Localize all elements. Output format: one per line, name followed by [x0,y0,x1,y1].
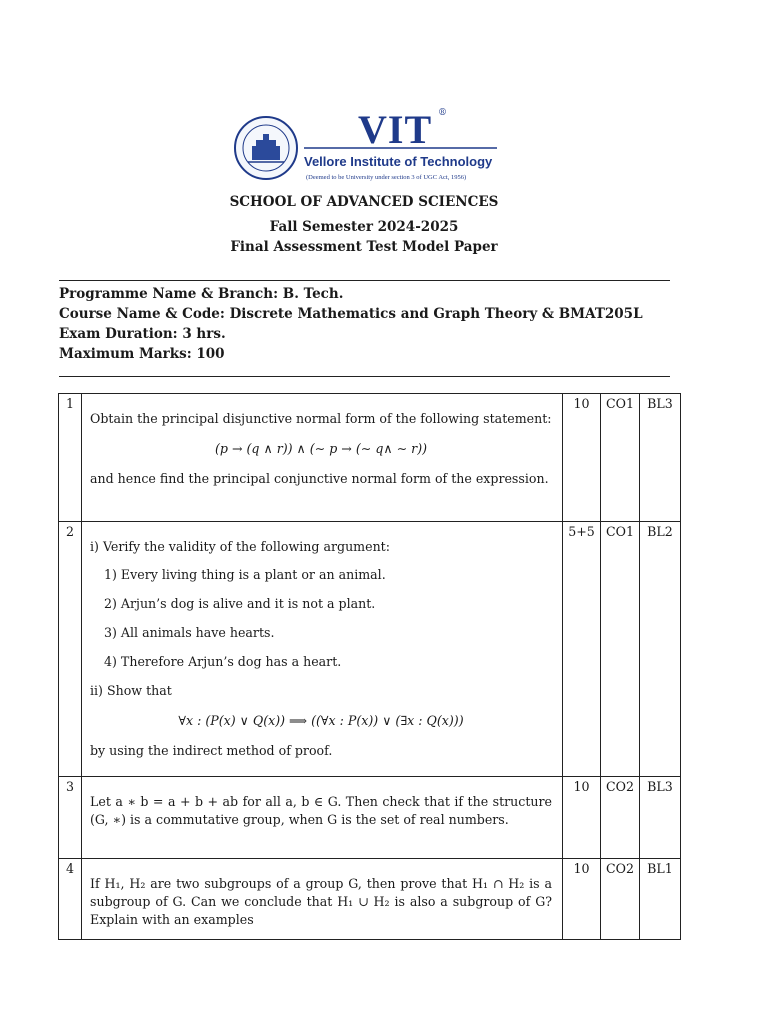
programme-line: Programme Name & Branch: B. Tech. [59,286,344,302]
list-item: 3) All animals have hearts. [104,625,275,640]
course-outcome: CO1 [601,522,640,777]
question-outro: by using the indirect method of proof. [90,743,333,758]
question-marks: 10 [563,859,601,940]
table-row [59,394,681,522]
blooms-level: BL1 [640,859,681,940]
course-outcome: CO1 [601,394,640,522]
question-outro: and hence find the principal conjunctive normal form of the expression. [90,471,549,486]
marks-line: Maximum Marks: 100 [59,346,225,362]
institute-name: Vellore Institute of Technology [304,154,493,169]
list-item: 4) Therefore Arjun’s dog has a heart. [104,654,342,669]
paper-title: Final Assessment Test Model Paper [230,239,498,255]
question-number: 2 [59,522,82,777]
institute-note: (Deemed to be University under section 3 of UGC Act, 1956) [306,174,467,181]
question-text: If H₁, H₂ are two subgroups of a group G, then prove that H₁ ∩ H₂ is a subgroup of G. Can we conclude that H₁ ∪ H₂ is also a subgroup of G? Explain with an examples [82,859,563,940]
list-item: 2) Arjun’s dog is alive and it is not a plant. [104,596,376,611]
table-row [59,777,681,859]
question-marks: 10 [563,394,601,522]
question-body [82,394,563,522]
question-marks: 10 [563,777,601,859]
question-number: 3 [59,777,82,859]
table-row [59,522,681,777]
question-formula: (p → (q ∧ r)) ∧ (∼ p → (∼ q∧ ∼ r)) [214,441,428,456]
semester: Fall Semester 2024-2025 [269,219,459,235]
course-outcome: CO2 [601,859,640,940]
question-body [82,522,563,777]
logo-wordmark: VIT [358,107,433,152]
question-text: Let a ∗ b = a + b + ab for all a, b ∈ G. Then check that if the structure (G, ∗) is a commutative group, when G is the set of real numbers. [82,777,563,859]
questions-table [58,393,681,940]
question-part-1: i) Verify the validity of the following argument: [90,539,390,554]
top-rule [59,280,670,281]
course-outcome: CO2 [601,777,640,859]
blooms-level: BL3 [640,777,681,859]
list-item: 1) Every living thing is a plant or an animal. [104,567,386,582]
question-formula: ∀x : (P(x) ∨ Q(x)) ⟹ ((∀x : P(x)) ∨ (∃x : Q(x))) [178,713,464,728]
course-line: Course Name & Code: Discrete Mathematics and Graph Theory & BMAT205L [59,306,643,322]
vit-logo [232,108,502,188]
duration-line: Exam Duration: 3 hrs. [59,326,226,342]
exam-meta [59,284,643,364]
premise-list [104,566,552,671]
school-name: SCHOOL OF ADVANCED SCIENCES [229,194,499,210]
question-number: 1 [59,394,82,522]
question-intro: Obtain the principal disjunctive normal form of the following statement: [90,411,552,426]
question-marks: 5+5 [563,522,601,777]
blooms-level: BL2 [640,522,681,777]
table-row [59,859,681,940]
logo-registered-mark: ® [438,108,447,118]
question-part-2: ii) Show that [90,683,172,698]
blooms-level: BL3 [640,394,681,522]
bottom-rule [59,376,670,377]
question-number: 4 [59,859,82,940]
